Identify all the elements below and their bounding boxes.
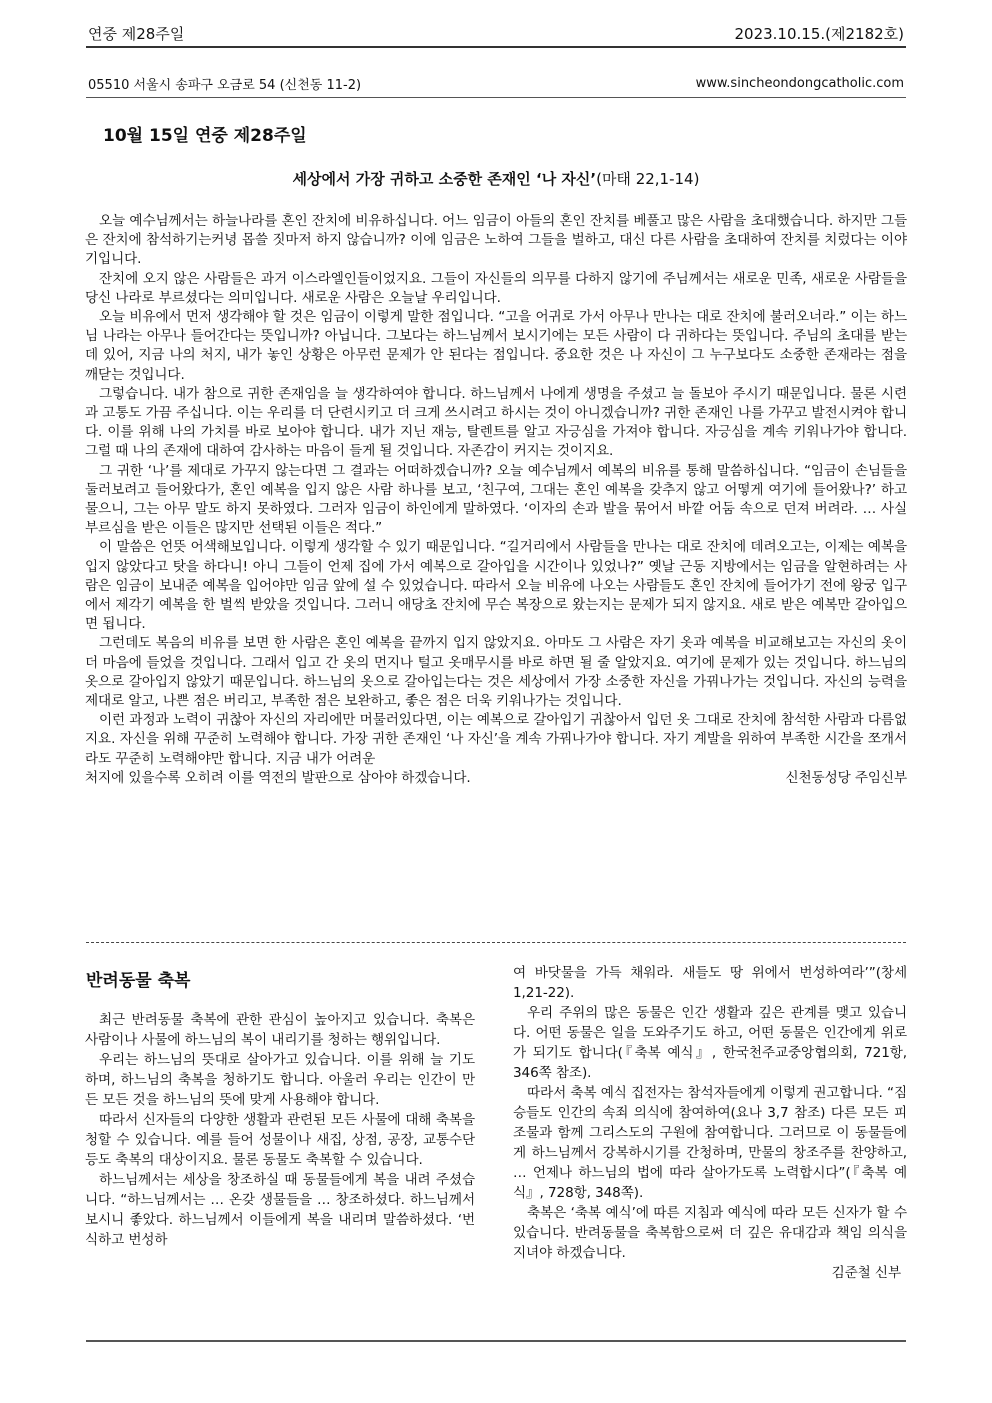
header-address: 05510 서울시 송파구 오금로 54 (신천동 11-2) — [88, 77, 362, 93]
section-divider — [86, 942, 906, 943]
pet-paragraph: 축복은 ‘축복 예식’에 따른 지침과 예식에 따라 모든 신자가 할 수 있습니다. 반려동물을 축복함으로써 더 깊은 유대감과 책임 의식을 지녀야 하겠습니다. — [513, 1205, 907, 1261]
pet-paragraph: 하느님께서는 세상을 창조하실 때 동물들에게 복을 내려 주셨습니다. “하느님께서는 … 온갖 생물들을 … 창조하셨다. 하느님께서 보시니 좋았다. 하느님께서 이들에게 복을 내리며 말씀하셨다. ‘번식하고 번성하 — [85, 1172, 475, 1248]
header-rule — [86, 46, 906, 48]
homily-paragraph: 이 말씀은 언뜻 어색해보입니다. 이렇게 생각할 수 있기 때문입니다. “길거리에서 사람들을 만나는 대로 잔치에 데려오고는, 이제는 예복을 입지 않았다고 탓을 하다니! 아니 그들이 언제 집에 가서 예복으로 갈아입을 시간이나 있었나?” 옛날 근동 지방에서는 임금을 알현하려는 사람은 임금이 보내준 예복을 입어야만 임금 앞에 설 수 있었습니다. 따라서 오늘 비유에 나오는 사람들도 혼인 잔치에 들어가기 전에 왕궁 입구에서 제각기 예복을 한 벌씩 받았을 것입니다. 그러니 애당초 잔치에 무슨 복장으로 왔는지는 문제가 되지 않지요. 새로 받은 예복만 갈아입으면 됩니다. — [85, 539, 907, 633]
header-subrule — [86, 97, 906, 98]
pet-paragraph: 따라서 신자들의 다양한 생활과 관련된 모든 사물에 대해 축복을 청할 수 있습니다. 예를 들어 성물이나 새집, 상점, 공장, 교통수단 등도 축복의 대상이지요. 물론 동물도 축복할 수 있습니다. — [85, 1112, 475, 1168]
homily-author: 신천동성당 주임신부 — [785, 769, 907, 786]
homily-title-main: 세상에서 가장 귀하고 소중한 존재인 ‘나 자신’ — [292, 170, 597, 188]
page-title: 10월 15일 연중 제28주일 — [103, 126, 307, 146]
header-week: 연중 제28주일 — [88, 25, 185, 43]
header-top — [88, 18, 904, 44]
homily-paragraph: 오늘 비유에서 먼저 생각해야 할 것은 임금이 이렇게 말한 점입니다. “고을 어귀로 가서 아무나 만나는 대로 잔치에 불러오너라.” 이는 하느님 나라는 아무나 들어간다는 뜻입니까? 아닙니다. 그보다는 하느님께서 보시기에는 모든 사람이 다 귀하다는 뜻입니다. 주님의 초대를 받는 데 있어, 지금 나의 처지, 내가 놓인 상황은 아무런 문제가 안 된다는 점입니다. 중요한 것은 나 자신이 그 누구보다도 소중한 존재라는 점을 깨닫는 것입니다. — [85, 309, 907, 383]
homily-paragraph: 그렇습니다. 내가 참으로 귀한 존재임을 늘 생각하여야 합니다. 하느님께서 나에게 생명을 주셨고 늘 돌보아 주시기 때문입니다. 물론 시련과 고통도 가끔 주십니다. 이는 우리를 더 단련시키고 더 크게 쓰시려고 하시는 것이 아니겠습니까? 귀한 존재인 나를 가꾸고 발전시켜야 합니다. 이를 위해 나의 가치를 바로 보아야 합니다. 내가 지닌 재능, 탈렌트를 알고 자긍심을 가져야 합니다. 자긍심을 계속 키워나가야 합니다. 그럴 때 나의 존재에 대하여 감사하는 마음이 들게 될 것입니다. 자존감이 커지는 것이지요. — [85, 385, 907, 460]
homily-paragraph: 오늘 예수님께서는 하늘나라를 혼인 잔치에 비유하십니다. 어느 임금이 아들의 혼인 잔치를 베풀고 많은 사람을 초대했습니다. 하지만 그들은 잔치에 참석하기는커녕 몹쓸 짓마저 하지 않습니까? 이에 임금은 노하여 그들을 벌하고, 대신 다른 사람을 초대하여 잔치를 치렀다는 이야기입니다. — [85, 213, 907, 268]
header-website[interactable]: www.sincheondongcatholic.com — [695, 75, 904, 91]
pet-blessing-left-column — [85, 1010, 475, 1250]
pet-paragraph: 최근 반려동물 축복에 관한 관심이 높아지고 있습니다. 축복은 사람이나 사물에 하느님의 복이 내리기를 청하는 행위입니다. — [85, 1012, 475, 1048]
pet-continuation: 여 바닷물을 가득 채워라. 새들도 땅 위에서 번성하여라’”(창세 1,21-22). — [513, 965, 907, 1001]
pet-blessing-right-column — [513, 963, 907, 1283]
homily-last-line: 처지에 있을수록 오히려 이를 역전의 발판으로 삼아야 하겠습니다. — [85, 769, 471, 786]
pet-author: 김준철 신부 — [831, 1265, 901, 1281]
pet-blessing-title: 반려동물 축복 — [86, 971, 191, 991]
pet-paragraph: 우리는 하느님의 뜻대로 살아가고 있습니다. 이를 위해 늘 기도하며, 하느님의 축복을 청하기도 합니다. 아울러 우리는 인간이 만든 모든 것을 하느님의 뜻에 맞게 사용해야 합니다. — [85, 1052, 475, 1108]
homily-paragraph: 그 귀한 ‘나’를 제대로 가꾸지 않는다면 그 결과는 어떠하겠습니까? 오늘 예수님께서 예복의 비유를 통해 말씀하십니다. “임금이 손님들을 둘러보려고 들어왔다가, 혼인 예복을 입지 않은 사람 하나를 보고, ‘친구여, 그대는 혼인 예복을 갖추지 않고 어떻게 여기에 들어왔나?’ 하고 물으니, 그는 아무 말도 하지 못하였다. 그러자 임금이 하인에게 말하였다. ‘이자의 손과 발을 묶어서 바깥 어둠 속으로 던져 버려라. … 사실 부르심을 받은 이들은 많지만 선택된 이들은 적다.” — [85, 462, 907, 537]
pet-paragraph: 따라서 축복 예식 집전자는 참석자들에게 이렇게 권고합니다. “짐승들도 인간의 속죄 의식에 참여하여(요나 3,7 참조) 다른 모든 피조물과 함께 그리스도의 구원에 참여합니다. 그러므로 이 동물들에게 하느님께서 강복하시기를 간청하며, 만물의 창조주를 찬양하고, … 언제나 하느님의 법에 따라 살아가도록 노력합시다”(『축복 예식』, 728항, 348쪽). — [513, 1085, 907, 1201]
header-issue: 2023.10.15.(제2182호) — [734, 25, 904, 43]
header-sub — [88, 73, 904, 93]
homily-paragraph: 잔치에 오지 않은 사람들은 과거 이스라엘인들이었지요. 그들이 자신들의 의무를 다하지 않기에 주님께서는 새로운 민족, 새로운 사람들을 당신 나라로 부르셨다는 의미입니다. 새로운 사람은 오늘날 우리입니다. — [85, 270, 907, 306]
homily-title — [88, 168, 904, 189]
homily-body — [85, 212, 907, 788]
pet-paragraph: 우리 주위의 많은 동물은 인간 생활과 깊은 관계를 맺고 있습니다. 어떤 동물은 일을 도와주기도 하고, 어떤 동물은 인간에게 위로가 되기도 합니다(『축복 예식』, 한국천주교중앙협의회, 721항, 346쪽 참조). — [513, 1005, 907, 1081]
homily-paragraph: 그런데도 복음의 비유를 보면 한 사람은 혼인 예복을 끝까지 입지 않았지요. 아마도 그 사람은 자기 옷과 예복을 비교해보고는 자신의 옷이 더 마음에 들었을 것입니다. 그래서 입고 간 옷의 먼지나 털고 옷매무시를 바로 하면 될 줄 알았지요. 여기에 문제가 있는 것입니다. 하느님의 옷으로 갈아입지 않았기 때문입니다. 하느님의 옷으로 갈아입는다는 것은 세상에서 가장 소중한 자신을 가꿔나가는 것입니다. 자신의 능력을 제대로 알고, 나쁜 점은 버리고, 부족한 점은 보완하고, 좋은 점은 더욱 키워나가는 것입니다. — [85, 635, 907, 710]
footer-rule — [86, 1340, 906, 1342]
homily-paragraph: 이런 과정과 노력이 귀찮아 자신의 자리에만 머물러있다면, 이는 예복으로 갈아입기 귀찮아서 입던 옷 그대로 잔치에 참석한 사람과 다름없지요. 자신을 위해 꾸준히 노력해야 합니다. 가장 귀한 존재인 ‘나 자신’을 계속 가꿔나가야 합니다. 자기 계발을 위하여 부족한 시간을 쪼개서라도 꾸준히 노력해야만 합니다. 지금 내가 어려운 — [85, 712, 907, 767]
homily-reference: (마태 22,1-14) — [596, 170, 700, 188]
homily-signature-line — [85, 769, 907, 788]
